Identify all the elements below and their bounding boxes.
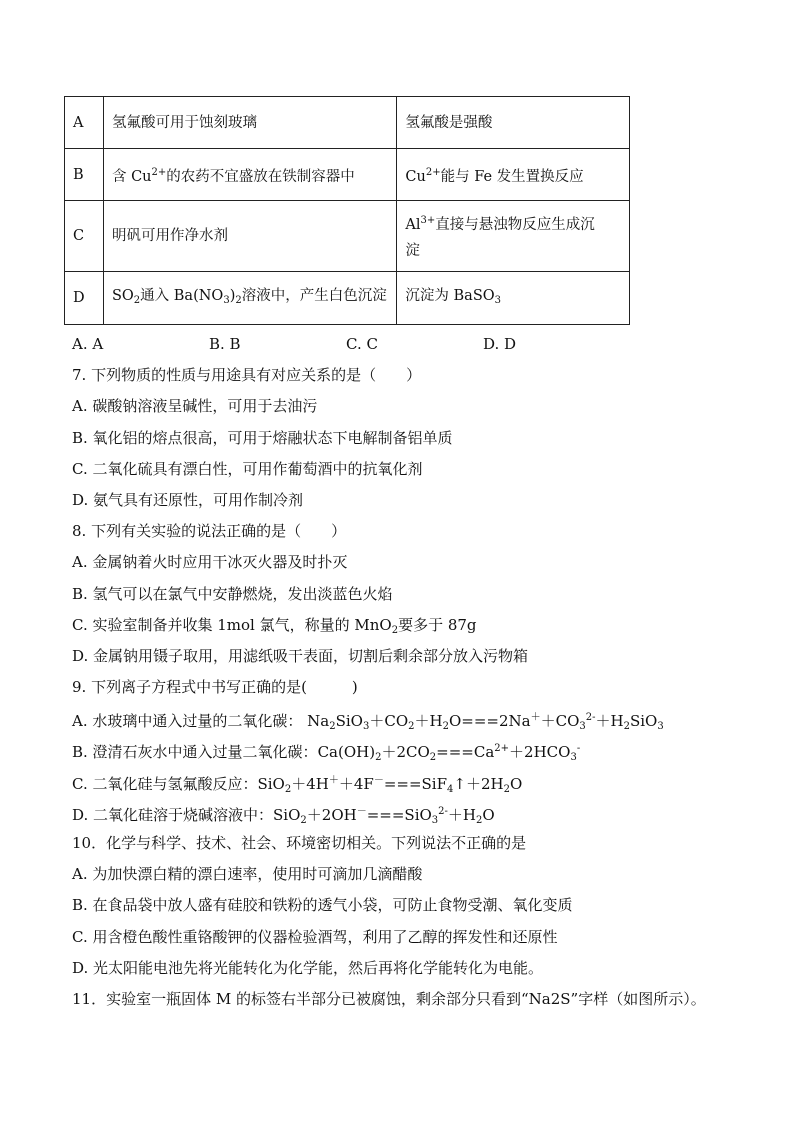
table-row: B 含 $Cu^{2+}$的农药不宜盛放在铁制容器中 $Cu^{2+}$能与 Fe 发生置换反应 bbox=[65, 149, 630, 201]
table-cell: $Al^{3+}$直接与悬浊物反应生成沉 淀 bbox=[397, 201, 630, 272]
table-cell: 沉淀为 BaSO$_3$ bbox=[397, 272, 630, 325]
table-cell: $SO_2$通入 $Ba(NO_3)_2$溶液中，产生白色沉淀 bbox=[103, 272, 396, 325]
question-stem: 10．化学与科学、技术、社会、环境密切相关。下列说法不正确的是 bbox=[72, 834, 527, 852]
options-table bbox=[64, 96, 630, 325]
option: D. 二氧化硅溶于烧碱溶液中：$SiO_2+2OH^-===SiO_3^{2-}+H_2O$ bbox=[72, 805, 495, 826]
table-row: A 氢氟酸可用于蚀刻玻璃 氢氟酸是强酸 bbox=[65, 97, 630, 149]
option: D. 金属钠用镊子取用，用滤纸吸干表面，切割后剩余部分放入污物箱 bbox=[72, 646, 529, 665]
option: A. 为加快漂白精的漂白速率，使用时可滴加几滴醋酸 bbox=[72, 865, 423, 884]
option: C. 用含橙色酸性重铬酸钾的仪器检验酒驾，利用了乙醇的挥发性和还原性 bbox=[72, 927, 558, 946]
question-stem: 11．实验室一瓶固体 M 的标签右半部分已被腐蚀，剩余部分只看到“Na2S”字样（如图所示）。 bbox=[72, 989, 706, 1008]
option: D. 氨气具有还原性，可用作制冷剂 bbox=[72, 490, 304, 509]
question-list bbox=[72, 332, 772, 1018]
option: B. 在食品袋中放人盛有硅胶和铁粉的透气小袋，可防止食物受潮、氧化变质 bbox=[72, 896, 573, 915]
option: A. 水玻璃中通入过量的二氧化碳： $Na_2SiO_3+CO_2+H_2O===2Na^++CO_3^{2-}+H_2SiO_3$ bbox=[72, 712, 664, 733]
option: A. 金属钠着火时应用干冰灭火器及时扑灭 bbox=[72, 553, 348, 572]
option: B. 氢气可以在氯气中安静燃烧，发出淡蓝色火焰 bbox=[72, 584, 393, 603]
option: C. 实验室制备并收集 1mol 氯气，称量的 MnO$_2$要多于 87g bbox=[72, 615, 477, 636]
option: B. 氧化铝的熔点很高，可用于熔融状态下电解制备铝单质 bbox=[72, 428, 453, 447]
option: C. 二氧化硅与氢氟酸反应：$SiO_2+4H^++4F^-===SiF_4↑+2H_2O$ bbox=[72, 774, 523, 795]
option: C. 二氧化硫具有漂白性，可用作葡萄酒中的抗氧化剂 bbox=[72, 459, 423, 478]
answer-choices: A. A B. B C. C D. D bbox=[72, 335, 517, 353]
table-row: C 明矾可用作净水剂 $Al^{3+}$直接与悬浊物反应生成沉 淀 bbox=[65, 201, 630, 272]
table-cell: $Cu^{2+}$能与 Fe 发生置换反应 bbox=[397, 149, 630, 201]
question-stem: 7. 下列物质的性质与用途具有对应关系的是（ ） bbox=[72, 366, 422, 385]
option: A. 碳酸钠溶液呈碱性，可用于去油污 bbox=[72, 397, 318, 416]
question-stem: 9. 下列离子方程式中书写正确的是( ) bbox=[72, 678, 358, 697]
option: B. 澄清石灰水中通入过量二氧化碳：$Ca(OH)_2+2CO_2===Ca^{2+}+2HCO_3^-$ bbox=[72, 743, 581, 764]
question-stem: 8. 下列有关实验的说法正确的是（ ） bbox=[72, 522, 347, 541]
table-cell: 含 $Cu^{2+}$的农药不宜盛放在铁制容器中 bbox=[103, 149, 396, 201]
table-row: D $SO_2$通入 $Ba(NO_3)_2$溶液中，产生白色沉淀 沉淀为 BaSO$_3$ bbox=[65, 272, 630, 325]
option: D. 光太阳能电池先将光能转化为化学能，然后再将化学能转化为电能。 bbox=[72, 958, 544, 977]
